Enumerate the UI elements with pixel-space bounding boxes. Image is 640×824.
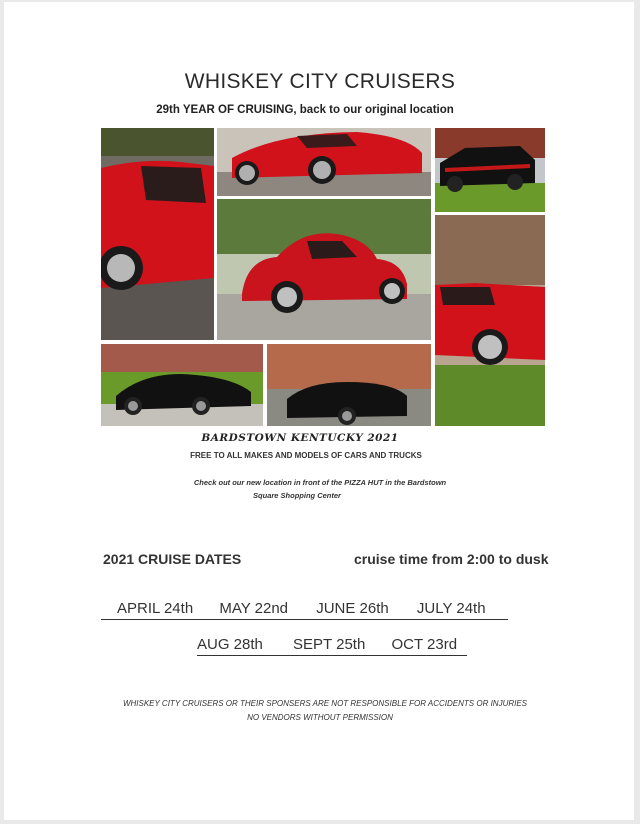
- cruise-date: JUNE 26th: [316, 600, 389, 617]
- cruise-dates-row-1: [101, 600, 508, 620]
- cruise-date: SEPT 25th: [293, 636, 366, 653]
- red-viper-photo: [217, 128, 431, 196]
- cruise-date: OCT 23rd: [391, 636, 458, 653]
- red-pontiac-photo: [101, 128, 214, 340]
- black-mustang-photo: [267, 344, 431, 426]
- red-challenger-photo: [435, 215, 545, 426]
- cruise-date: JULY 24th: [416, 600, 486, 617]
- free-all-makes-line: FREE TO ALL MAKES AND MODELS OF CARS AND TRUCKS: [190, 451, 422, 460]
- cruise-date: MAY 22nd: [219, 600, 289, 617]
- black-mustang-red-stripe-photo: [435, 128, 545, 212]
- flyer-title: WHISKEY CITY CRUISERS: [184, 70, 456, 93]
- cruise-dates-row-2: [197, 636, 467, 656]
- red-hotrod-photo: [217, 199, 431, 340]
- black-corvette-photo: [101, 344, 263, 426]
- location-heading: BARDSTOWN KENTUCKY 2021: [201, 432, 399, 444]
- disclaimer-line-2: NO VENDORS WITHOUT PERMISSION: [247, 713, 393, 722]
- new-location-line-2: Square Shopping Center: [253, 491, 341, 500]
- cruise-date: AUG 28th: [197, 636, 263, 653]
- disclaimer-line-1: WHISKEY CITY CRUISERS OR THEIR SPONSERS ARE NOT RESPONSIBLE FOR ACCIDENTS OR INJURIES: [122, 699, 528, 708]
- cruise-dates-heading: 2021 CRUISE DATES: [103, 551, 242, 567]
- flyer-subtitle: 29th YEAR OF CRUISING, back to our original location: [156, 104, 454, 116]
- cruise-date: APRIL 24th: [117, 600, 194, 617]
- cruise-time-text: cruise time from 2:00 to dusk: [354, 551, 549, 567]
- new-location-line-1: Check out our new location in front of the PIZZA HUT in the Bardstown: [193, 478, 447, 487]
